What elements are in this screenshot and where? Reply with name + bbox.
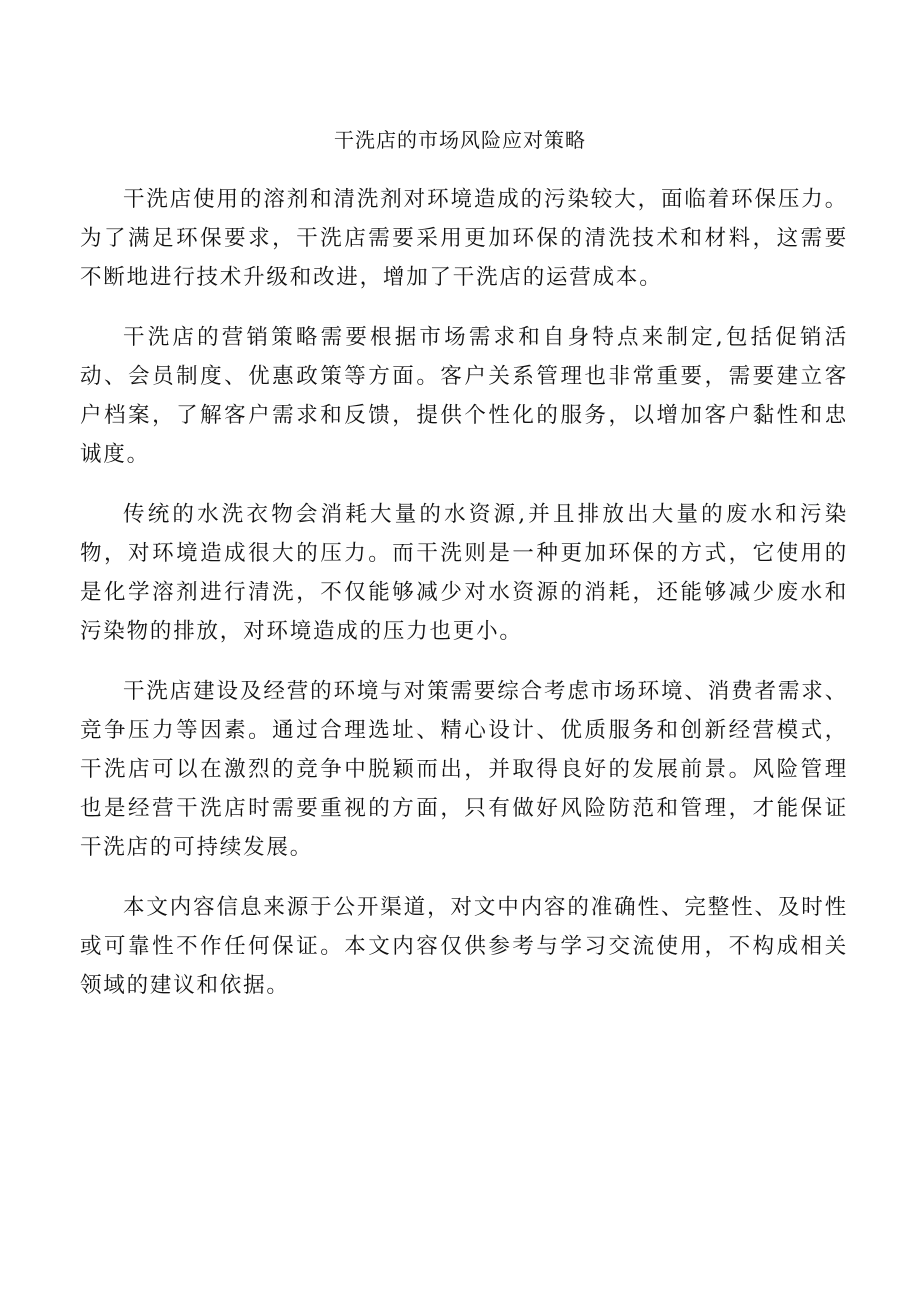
paragraph-disclaimer: 本文内容信息来源于公开渠道，对文中内容的准确性、完整性、及时性或可靠性不作任何保证。本文内容仅供参考与学习交流使用，不构成相关领域的建议和依据。 [80,895,848,998]
paragraph-marketing-strategy: 干洗店的营销策略需要根据市场需求和自身特点来制定,包括促销活动、会员制度、优惠政策等方面。客户关系管理也非常重要，需要建立客户档案，了解客户需求和反馈，提供个性化的服务，以增加客户黏性和忠诚度。 [80,325,848,467]
document-title: 干洗店的市场风险应对策略 [334,128,586,152]
paragraph-operation-strategy: 干洗店建设及经营的环境与对策需要综合考虑市场环境、消费者需求、竞争压力等因素。通过合理选址、精心设计、优质服务和创新经营模式，干洗店可以在激烈的竞争中脱颖而出，并取得良好的发展前景。风险管理也是经营干洗店时需要重视的方面，只有做好风险防范和管理，才能保证干洗店的可持续发展。 [80,679,848,860]
paragraph-environmental-pressure: 干洗店使用的溶剂和清洗剂对环境造成的污染较大，面临着环保压力。为了满足环保要求，干洗店需要采用更加环保的清洗技术和材料，这需要不断地进行技术升级和改进，增加了干洗店的运营成本。 [80,187,848,290]
document-body [80,180,848,1026]
paragraph-water-resources: 传统的水洗衣物会消耗大量的水资源,并且排放出大量的废水和污染物，对环境造成很大的压力。而干洗则是一种更加环保的方式，它使用的是化学溶剂进行清洗，不仅能够减少对水资源的消耗，还能够减少废水和污染物的排放，对环境造成的压力也更小。 [80,502,848,644]
